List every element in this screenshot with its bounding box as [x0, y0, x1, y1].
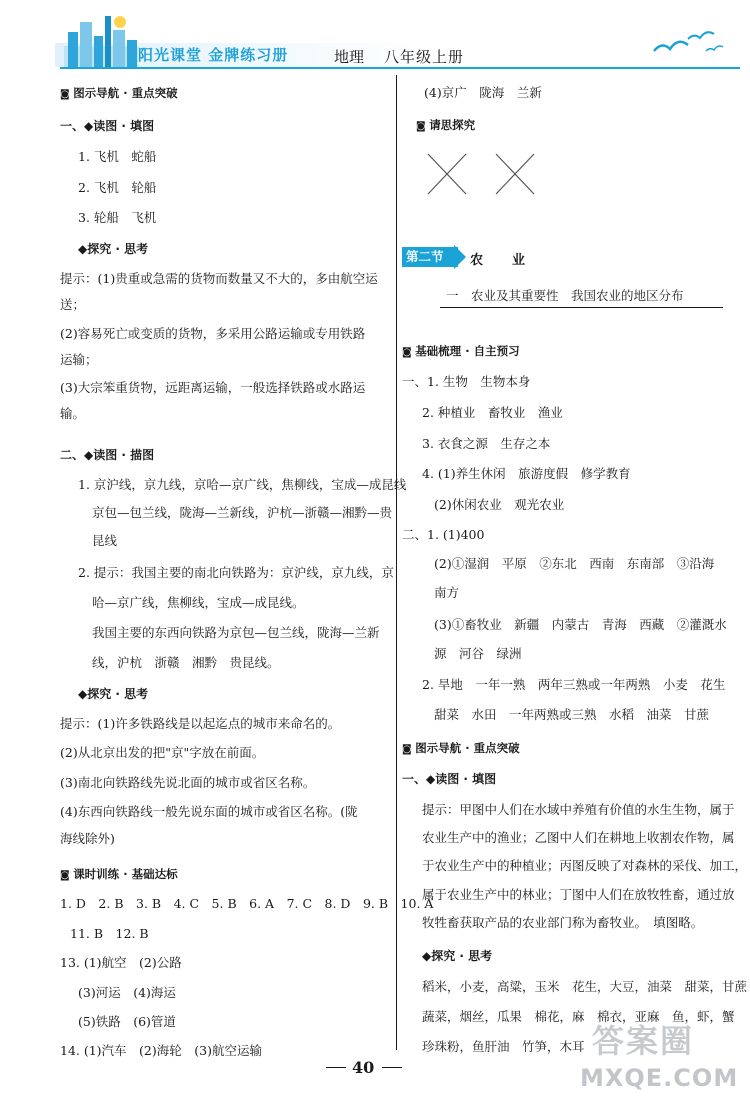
- text-line: (4)京广 陇海 兰新: [424, 85, 542, 100]
- text-line: 送；: [60, 297, 86, 312]
- text-line: 运输；: [60, 352, 98, 367]
- text-line: 1. 京沪线，京九线，京哈—京广线，焦柳线，宝成—成昆线: [78, 477, 407, 492]
- text-line: 甜菜 水田 一年两熟或三熟 水稻 油菜 甘蔗: [434, 707, 710, 722]
- text-line: (3)南北向铁路线先说北面的城市或省区名称。: [60, 775, 316, 790]
- subsection-heading: 一、◆读图 · 填图: [402, 772, 497, 786]
- watermark-url: MXQE.COM: [580, 1064, 739, 1092]
- page-header: [0, 0, 750, 80]
- text-line: (2)从北京出发的把"京"字放在前面。: [60, 745, 265, 760]
- section-heading: ◙ 图示导航 · 重点突破: [60, 86, 178, 100]
- text-line: 牧牲畜获取产品的农业部门称为畜牧业。 填图略。: [422, 915, 704, 930]
- series-title: 阳光课堂 金牌练习册: [138, 46, 289, 64]
- text-line: 线，沪杭 浙赣 湘黔 贵昆线。: [92, 655, 280, 670]
- text-line: 南方: [434, 585, 460, 600]
- header-rule: [60, 67, 740, 69]
- text-line: 我国主要的东西向铁路为京包—包兰线，陇海—兰新: [92, 625, 380, 640]
- subsection-heading: ◆探究 · 思考: [78, 687, 149, 701]
- chapter-arrow-icon: [454, 245, 466, 269]
- page-number: 40: [352, 1058, 375, 1077]
- watermark-cn: 答案圈: [592, 1022, 695, 1060]
- text-line: (4)东西向铁路线一般先说东面的城市或省区名称。(陇: [60, 804, 358, 819]
- text-line: 3. 衣食之源 生存之本: [422, 436, 551, 451]
- text-line: 11. B 12. B: [70, 926, 149, 941]
- text-line: 属于农业生产中的林业；丁图中人们在放牧牲畜，通过放: [422, 887, 735, 902]
- section-bullet-icon: ◙: [60, 870, 74, 881]
- text-line: 输。: [60, 406, 86, 421]
- text-line: 4. (1)养生休闲 旅游度假 修学教育: [422, 466, 631, 481]
- text-line: 昆线: [92, 533, 118, 548]
- text-line: (2)①湿润 平原 ②东北 西南 东南部 ③沿海: [434, 556, 715, 571]
- grade-label: 八年级上册: [384, 48, 465, 66]
- text-line: 一、1. 生物 生物本身: [402, 374, 531, 389]
- section-heading: ◙ 图示导航 · 重点突破: [402, 741, 520, 755]
- page-dash-right: [382, 1067, 402, 1068]
- text-line: 2. 种植业 畜牧业 渔业: [422, 405, 563, 420]
- birds-icon: [648, 25, 728, 61]
- text-line: 2. 旱地 一年一熟 两年三熟或一年两熟 小麦 花生: [422, 677, 726, 692]
- text-line: 哈—京广线，焦柳线，宝成—成昆线。: [92, 595, 305, 610]
- text-line: 农业生产中的渔业；乙图中人们在耕地上收割农作物，属: [422, 830, 735, 845]
- text-line: (3)①畜牧业 新疆 内蒙古 青海 西藏 ②灌溉水: [434, 617, 727, 632]
- text-line: 提示：甲图中人们在水域中养殖有价值的水生生物，属于: [422, 802, 735, 817]
- text-line: 源 河谷 绿洲: [434, 646, 522, 661]
- page-dash-left: [326, 1067, 346, 1068]
- section-bullet-icon: ◙: [60, 89, 74, 100]
- section-bullet-icon: ◙: [416, 121, 430, 132]
- text-line: 13. (1)航空 (2)公路: [60, 955, 182, 970]
- subsection-heading: 一、◆读图 · 填图: [60, 119, 155, 133]
- subsection-heading: ◆探究 · 思考: [422, 949, 493, 963]
- text-line: 3. 轮船 飞机: [78, 210, 157, 225]
- text-line: 1. 飞机 蛇船: [78, 149, 157, 164]
- text-line: 提示：(1)许多铁路线是以起迄点的城市来命名的。: [60, 716, 341, 731]
- text-line: (2)休闲农业 观光农业: [434, 497, 565, 512]
- text-line: 珍珠粉，鱼肝油 竹笋，木耳: [422, 1039, 585, 1054]
- text-line: 1. D 2. B 3. B 4. C 5. B 6. A 7. C 8. D 9. B 10. A: [60, 896, 434, 911]
- chapter-title: 农 业: [470, 253, 527, 268]
- subsection-heading: ◆探究 · 思考: [78, 242, 149, 256]
- subsection-heading: 二、◆读图 · 描图: [60, 448, 155, 462]
- chapter-number-badge: 第二节: [402, 247, 458, 267]
- text-line: 海线除外): [60, 831, 115, 846]
- text-line: 2. 提示：我国主要的南北向铁路为：京沪线，京九线，京: [78, 565, 394, 580]
- city-logo-icon: [62, 12, 140, 70]
- section-heading: ◙ 基础梳理 · 自主预习: [402, 344, 520, 358]
- text-line: 于农业生产中的种植业；丙图反映了对森林的采伐、加工，: [422, 858, 748, 873]
- text-line: 二、1. (1)400: [402, 527, 485, 542]
- text-line: 蔬菜，烟丝，瓜果 棉花，麻 棉衣，亚麻 鱼，虾，蟹: [422, 1009, 735, 1024]
- text-line: (3)河运 (4)海运: [78, 985, 176, 1000]
- section-heading: ◙ 课时训练 · 基础达标: [60, 867, 178, 881]
- text-line: 稻米，小麦，高粱，玉米 花生，大豆，油菜 甜菜，甘蔗: [422, 979, 748, 994]
- text-line: 提示：(1)贵重或急需的货物而数量又不大的，多由航空运: [60, 271, 378, 286]
- text-line: (2)容易死亡或变质的货物，多采用公路运输或专用铁路: [60, 326, 366, 341]
- section-title-rule: [440, 307, 723, 308]
- crossed-boxes-figure: [420, 150, 570, 198]
- text-line: 一 农业及其重要性 我国农业的地区分布: [446, 288, 684, 303]
- section-bullet-icon: ◙: [402, 744, 416, 755]
- section-heading: ◙ 请思探究: [416, 118, 476, 132]
- section-bullet-icon: ◙: [402, 347, 416, 358]
- text-line: (3)大宗笨重货物，远距离运输，一般选择铁路或水路运: [60, 380, 366, 395]
- text-line: 京包—包兰线，陇海—兰新线，沪杭—浙赣—湘黔—贵: [92, 505, 393, 520]
- subject-label: 地理: [334, 48, 365, 66]
- text-line: (5)铁路 (6)管道: [78, 1014, 176, 1029]
- text-line: 14. (1)汽车 (2)海轮 (3)航空运输: [60, 1043, 262, 1058]
- text-line: 2. 飞机 轮船: [78, 180, 157, 195]
